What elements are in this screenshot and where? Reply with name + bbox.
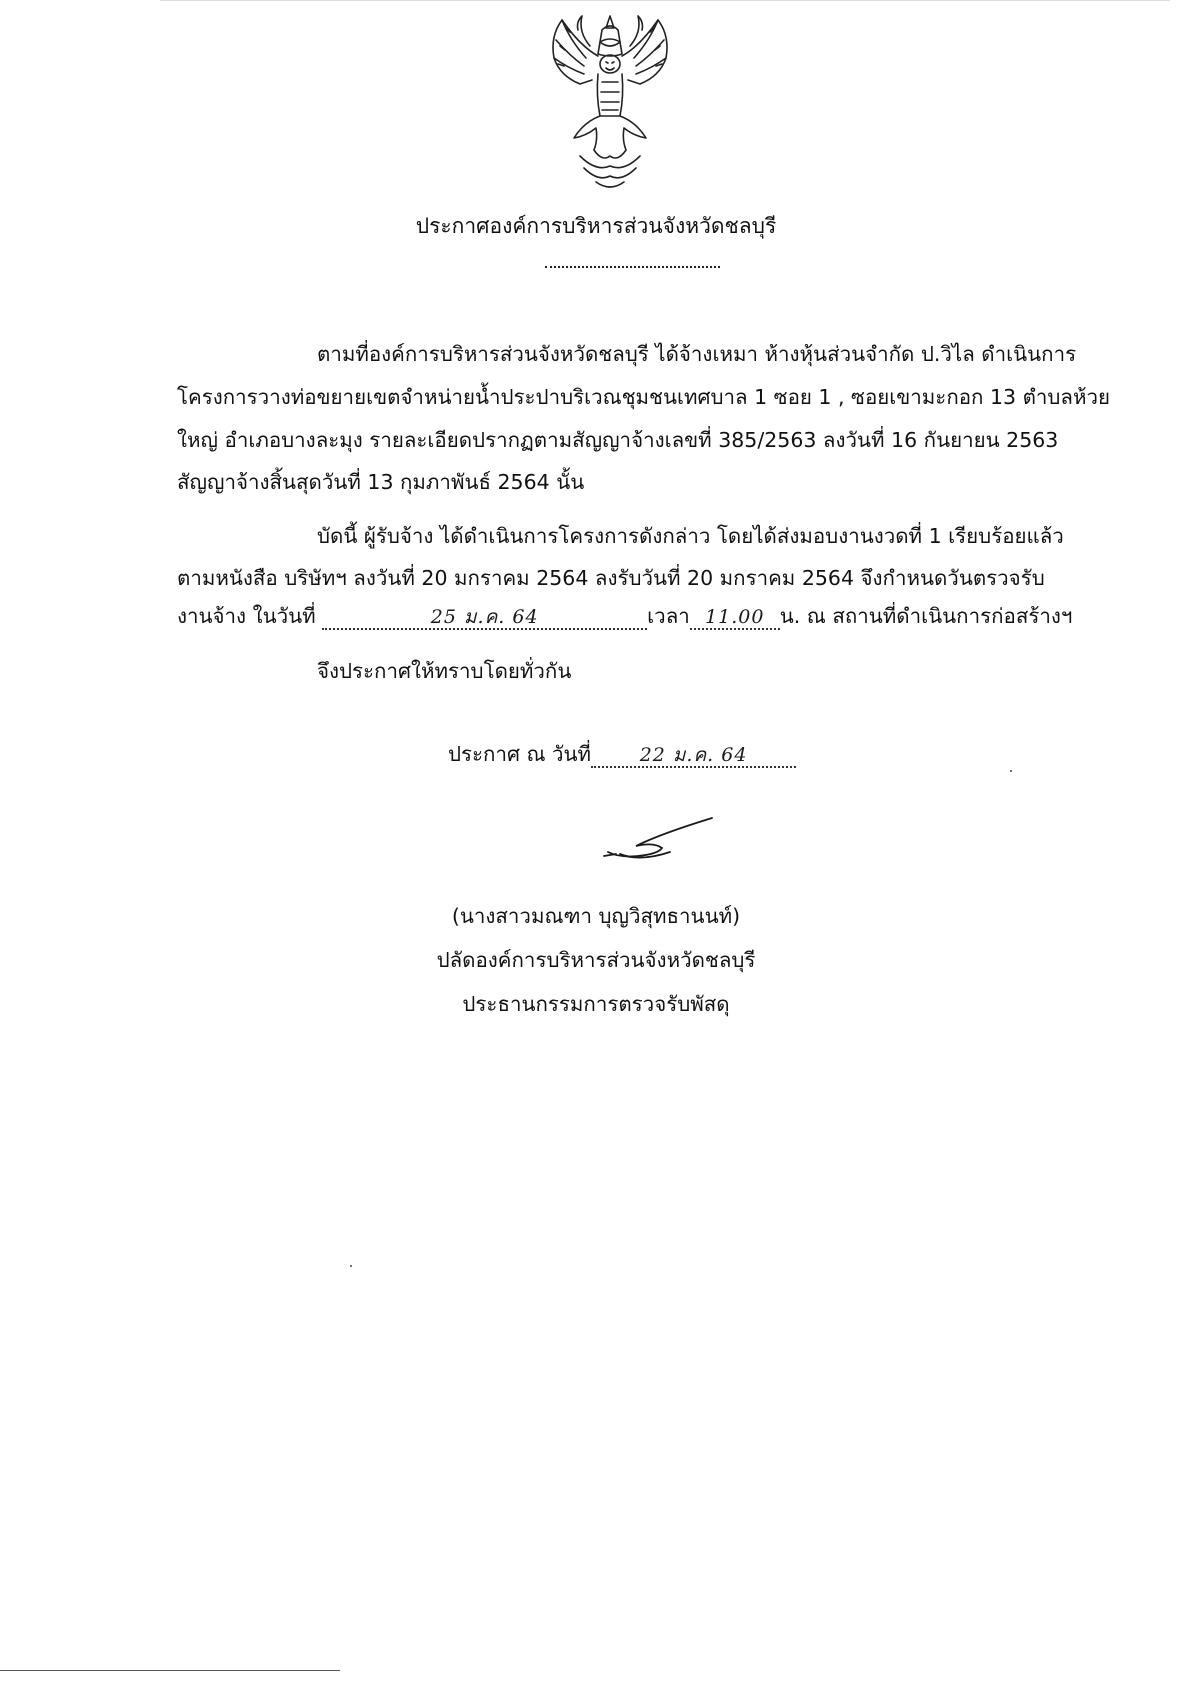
para1-line4: สัญญาจ้างสิ้นสุดวันที่ 13 กุมภาพันธ์ 2564 นั้น xyxy=(177,470,585,494)
signer-position2: ประธานกรรมการตรวจรับพัสดุ xyxy=(462,992,730,1016)
scan-speck xyxy=(1010,770,1012,772)
title-dotted-rule xyxy=(545,262,720,268)
scan-edge-line xyxy=(160,0,1170,1)
scan-speck xyxy=(350,1265,352,1267)
inspection-date-field: 25 ม.ค. 64 xyxy=(322,607,647,630)
para2-line2: ตามหนังสือ บริษัทฯ ลงวันที่ 20 มกราคม 2564 ลงรับวันที่ 20 มกราคม 2564 จึงกำหนดวันตรวจรับ xyxy=(177,566,1045,590)
announce-date-field: 22 ม.ค. 64 xyxy=(591,745,796,768)
signer-position1: ปลัดองค์การบริหารส่วนจังหวัดชลบุรี xyxy=(436,948,756,972)
garuda-emblem-icon xyxy=(540,6,680,196)
para1-line2: โครงการวางท่อขยายเขตจำหน่ายน้ำประปาบริเวณชุมชนเทศบาล 1 ซอย 1 , ซอยเขามะกอก 13 ตำบลห้วย xyxy=(177,385,1111,409)
scan-edge-line xyxy=(0,1670,340,1671)
signer-name: (นางสาวมณฑา บุญวิสุทธานนท์) xyxy=(451,904,741,928)
time-label: เวลา xyxy=(647,604,690,628)
para2-line3 xyxy=(177,600,1072,633)
handwritten-signature-icon xyxy=(600,812,720,872)
document-title: ประกาศองค์การบริหารส่วนจังหวัดชลบุรี xyxy=(415,214,777,238)
para1-line3: ใหญ่ อำเภอบางละมุง รายละเอียดปรากฏตามสัญญาจ้างเลขที่ 385/2563 ลงวันที่ 16 กันยายน 2563 xyxy=(177,428,1059,452)
inspection-time-field: 11.00 xyxy=(690,607,780,630)
para3-line: จึงประกาศให้ทราบโดยทั่วกัน xyxy=(317,659,572,683)
para2-line1: บัดนี้ ผู้รับจ้าง ได้ดำเนินการโครงการดังกล่าว โดยได้ส่งมอบงานงวดที่ 1 เรียบร้อยแล้ว xyxy=(317,524,1064,548)
para2-line3-prefix: งานจ้าง ในวันที่ xyxy=(177,604,323,628)
announce-label: ประกาศ ณ วันที่ xyxy=(448,742,592,766)
para1-line1: ตามที่องค์การบริหารส่วนจังหวัดชลบุรี ได้จ้างเหมา ห้างหุ้นส่วนจำกัด ป.วิไล ดำเนินการ xyxy=(317,342,1077,366)
para2-line3-suffix: น. ณ สถานที่ดำเนินการก่อสร้างฯ xyxy=(779,604,1073,628)
announce-date-line xyxy=(448,738,796,771)
